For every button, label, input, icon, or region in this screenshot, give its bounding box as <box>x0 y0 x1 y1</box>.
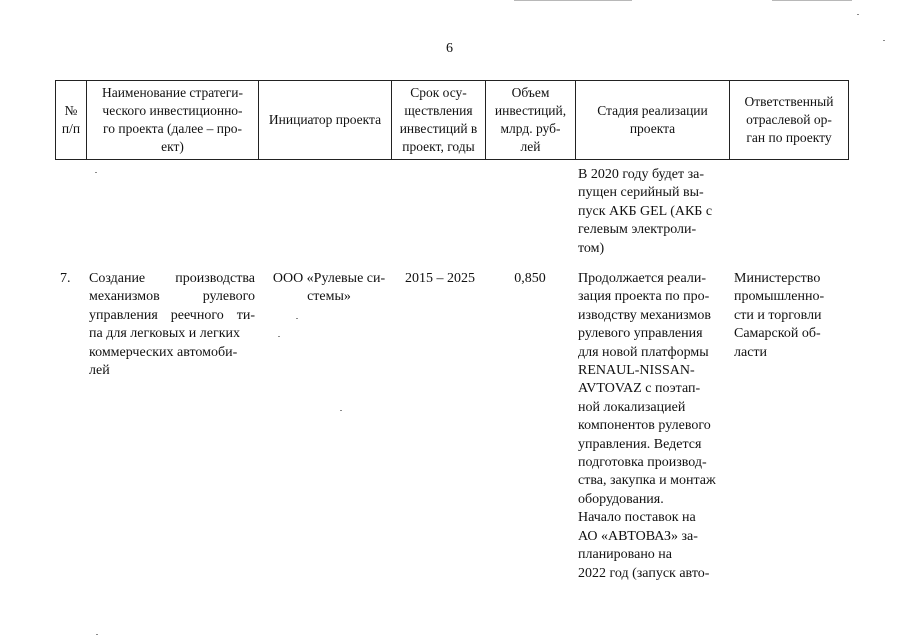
row7-name-line: механизмов рулевого <box>89 289 255 305</box>
row7-stage: Продолжается реали- зация проекта по про- изводству механизмов рулевого управления для новой платформы RENAUL-NISSAN- AVTOVAZ с поэтап- ной локализацией компонентов рулевого управления. Ведется подготовка производ- ства, закупка и монтаж оборудования. Начало поставок на АО «АВТОВАЗ» за- планировано на 2022 год (запуск авто- <box>578 271 716 581</box>
scan-speck <box>857 14 859 15</box>
header-project-name: Наименование стратеги- ческого инвестиционно- го проекта (далее – про- ект) <box>87 81 259 159</box>
row7-num: 7. <box>60 271 71 286</box>
row7-project-name <box>89 270 255 380</box>
row7-term: 2015 – 2025 <box>405 271 475 286</box>
page-number: 6 <box>446 41 453 56</box>
top-rule-right <box>772 0 852 1</box>
row7-name-line: управления реечного ти- <box>89 307 255 323</box>
row7-initiator: ООО «Рулевые си- стемы» <box>272 271 386 305</box>
row7-name-line: коммерческих автомоби- <box>89 344 238 360</box>
row7-name-line: Создание производства <box>89 271 255 286</box>
header-volume: Объем инвестиций, млрд. руб- лей <box>486 81 576 159</box>
header-initiator: Инициатор проекта <box>259 81 392 159</box>
row7-name-line: лей <box>89 363 110 379</box>
scan-speck <box>278 336 280 337</box>
continuation-stage: В 2020 году будет за- пущен серийный вы- пуск АКБ GEL (АКБ с гелевым электроли- том) <box>578 167 713 256</box>
scan-speck <box>883 40 885 41</box>
header-authority: Ответственный отраслевой ор- ган по проекту <box>744 94 834 145</box>
header-term: Срок осу- ществления инвестиций в проект, годы <box>392 81 486 159</box>
header-stage: Стадия реализации проекта <box>576 81 730 159</box>
table-header <box>55 80 849 160</box>
scan-speck <box>96 634 98 635</box>
header-num: № п/п <box>56 81 87 159</box>
scan-speck <box>95 172 97 173</box>
top-rule-left <box>514 0 632 1</box>
row7-volume: 0,850 <box>514 271 546 286</box>
scan-speck <box>340 410 342 411</box>
scan-speck <box>296 318 298 319</box>
row7-name-line: па для легковых и легких <box>89 326 241 342</box>
row7-authority: Министерство промышленно- сти и торговли Самарской об- ласти <box>734 271 825 360</box>
